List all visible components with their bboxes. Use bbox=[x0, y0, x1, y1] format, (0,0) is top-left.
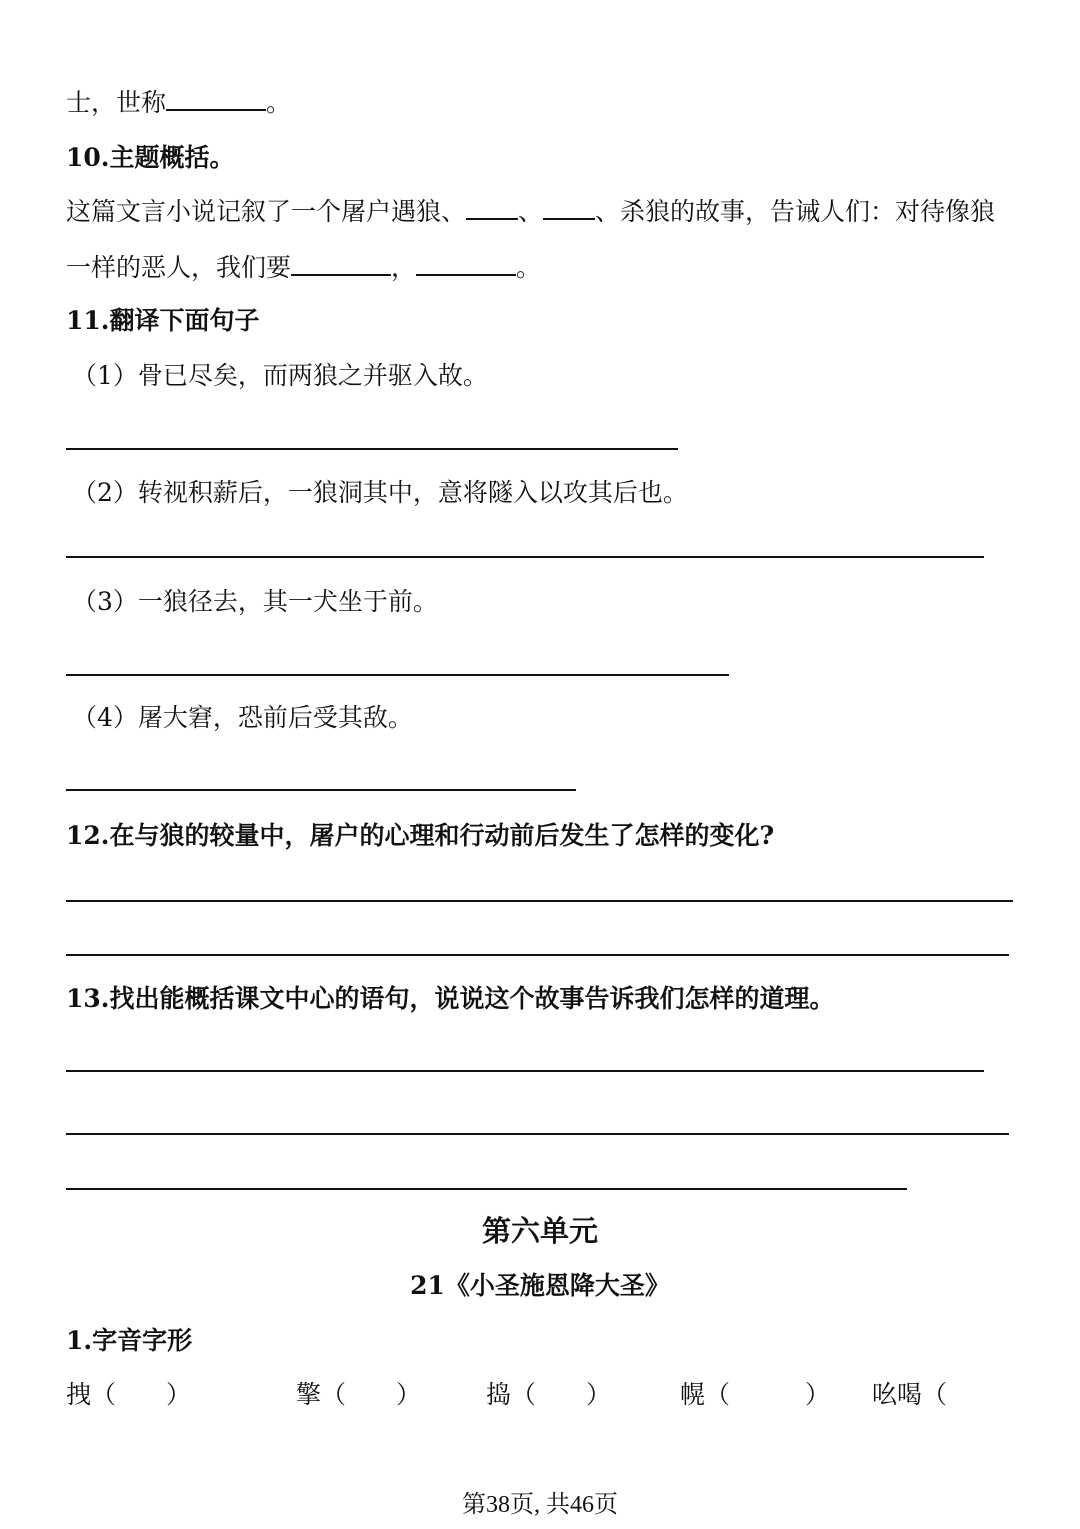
pinyin-item-3[interactable]: 捣（ ） bbox=[486, 1380, 612, 1409]
answer-line[interactable] bbox=[66, 1188, 907, 1190]
answer-line[interactable] bbox=[66, 954, 1009, 956]
q10-line-1 bbox=[66, 196, 995, 228]
q10-text-a: 这篇文言小说记叙了一个屠户遇狼、 bbox=[66, 197, 467, 226]
answer-line[interactable] bbox=[66, 1133, 1009, 1135]
q10-text-b: 、杀狼的故事，告诫人们：对待像狼 bbox=[595, 197, 996, 226]
pinyin-item-2[interactable]: 擎（ ） bbox=[296, 1380, 422, 1409]
pinyin-item-1[interactable]: 拽（ ） bbox=[66, 1380, 192, 1409]
answer-blank[interactable] bbox=[166, 87, 266, 111]
page-number: 第38页, 共46页 bbox=[462, 1492, 618, 1518]
answer-line[interactable] bbox=[66, 789, 576, 791]
answer-line[interactable] bbox=[66, 1070, 984, 1072]
pinyin-item-5[interactable]: 吆喝（ bbox=[872, 1380, 948, 1409]
q10-line-2 bbox=[66, 252, 541, 284]
q12-title: 12.在与狼的较量中，屠户的心理和行动前后发生了怎样的变化? bbox=[66, 821, 775, 850]
answer-blank[interactable] bbox=[291, 252, 391, 276]
q9-tail-end: 。 bbox=[266, 88, 292, 117]
pinyin-item-4[interactable]: 幌（ ） bbox=[680, 1380, 831, 1409]
answer-line[interactable] bbox=[66, 448, 678, 450]
q11-item-2: （2）转视积薪后，一狼洞其中，意将隧入以攻其后也。 bbox=[72, 478, 688, 507]
q11-item-1: （1）骨已尽矣，而两狼之并驱入故。 bbox=[72, 361, 488, 390]
q10-sep: 、 bbox=[518, 197, 544, 226]
q9-tail bbox=[66, 87, 291, 119]
q10-title: 10.主题概括。 bbox=[66, 143, 235, 172]
answer-line[interactable] bbox=[66, 674, 729, 676]
answer-line[interactable] bbox=[66, 900, 1013, 902]
q10-comma: ， bbox=[391, 253, 417, 282]
answer-blank[interactable] bbox=[543, 196, 595, 220]
answer-blank[interactable] bbox=[466, 196, 518, 220]
q10-end: 。 bbox=[516, 253, 542, 282]
answer-line[interactable] bbox=[66, 556, 984, 558]
q11-item-3: （3）一狼径去，其一犬坐于前。 bbox=[72, 587, 438, 616]
q10-text-c: 一样的恶人，我们要 bbox=[66, 253, 292, 282]
q1-title: 1.字音字形 bbox=[66, 1326, 193, 1355]
unit-title: 第六单元 bbox=[481, 1214, 598, 1248]
answer-blank[interactable] bbox=[416, 252, 516, 276]
q13-title: 13.找出能概括课文中心的语句，说说这个故事告诉我们怎样的道理。 bbox=[66, 984, 835, 1013]
q11-item-4: （4）屠大窘，恐前后受其敌。 bbox=[72, 703, 413, 732]
q11-title: 11.翻译下面句子 bbox=[66, 306, 260, 335]
lesson-title: 21《小圣施恩降大圣》 bbox=[410, 1271, 670, 1300]
q9-tail-text: 士，世称 bbox=[66, 88, 167, 117]
